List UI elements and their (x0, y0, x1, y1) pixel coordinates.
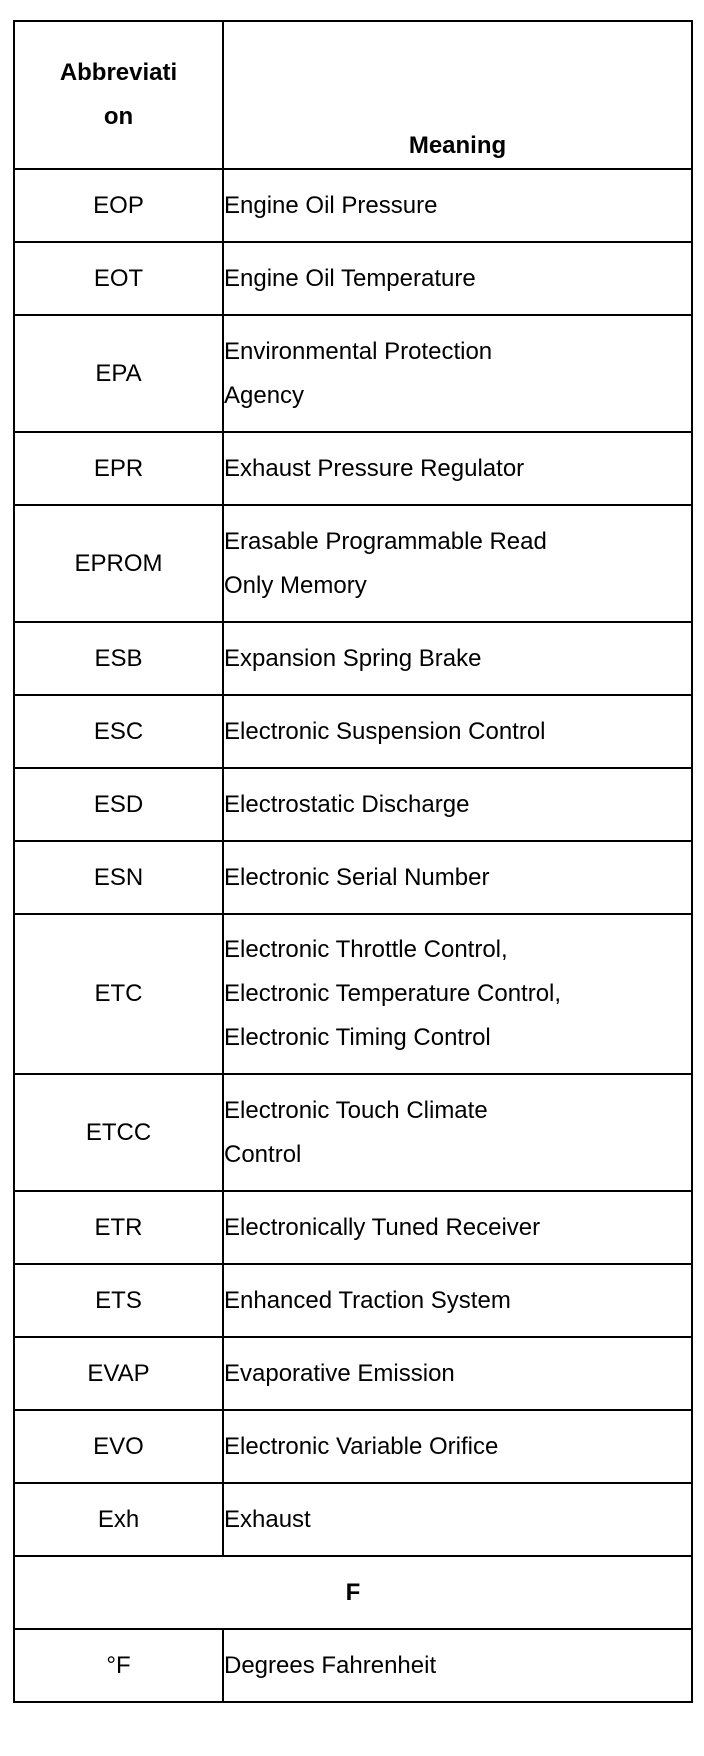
meaning-cell: Evaporative Emission (223, 1337, 692, 1410)
abbr-cell: ESB (14, 622, 223, 695)
section-header-f: F (14, 1556, 692, 1629)
abbr-cell: EPA (14, 315, 223, 432)
abbr-cell: EVAP (14, 1337, 223, 1410)
table-row (14, 1074, 692, 1191)
table-row (14, 169, 692, 242)
abbreviation-table (13, 20, 693, 1703)
table-row (14, 695, 692, 768)
meaning-cell: Erasable Programmable Read Only Memory (223, 505, 692, 622)
abbr-cell: ETR (14, 1191, 223, 1264)
meaning-cell: Electronic Suspension Control (223, 695, 692, 768)
meaning-cell: Degrees Fahrenheit (223, 1629, 692, 1702)
abbr-cell: ETC (14, 914, 223, 1074)
meaning-cell: Electronic Variable Orifice (223, 1410, 692, 1483)
meaning-cell: Electronic Serial Number (223, 841, 692, 914)
table-row (14, 1337, 692, 1410)
abbr-cell: EPROM (14, 505, 223, 622)
table-row (14, 1629, 692, 1702)
table-row (14, 1483, 692, 1556)
abbr-cell: EOP (14, 169, 223, 242)
table-row (14, 432, 692, 505)
abbr-cell: EVO (14, 1410, 223, 1483)
meaning-cell: Electronically Tuned Receiver (223, 1191, 692, 1264)
meaning-cell: Expansion Spring Brake (223, 622, 692, 695)
abbr-cell: ESN (14, 841, 223, 914)
table-header-row (14, 21, 692, 169)
abbr-cell: ETCC (14, 1074, 223, 1191)
abbr-cell: ESD (14, 768, 223, 841)
table-row (14, 242, 692, 315)
table-row (14, 1410, 692, 1483)
meaning-cell: Exhaust (223, 1483, 692, 1556)
meaning-cell: Enhanced Traction System (223, 1264, 692, 1337)
meaning-cell: Environmental Protection Agency (223, 315, 692, 432)
table-row (14, 505, 692, 622)
abbr-cell: ESC (14, 695, 223, 768)
table-row (14, 622, 692, 695)
table-row (14, 841, 692, 914)
header-abbreviation: Abbreviati on (14, 21, 223, 169)
table-row (14, 1264, 692, 1337)
header-meaning: Meaning (223, 21, 692, 169)
abbr-cell: Exh (14, 1483, 223, 1556)
table-row (14, 768, 692, 841)
table-row (14, 914, 692, 1074)
meaning-cell: Electronic Throttle Control, Electronic Temperature Control, Electronic Timing Control (223, 914, 692, 1074)
meaning-cell: Electrostatic Discharge (223, 768, 692, 841)
meaning-cell: Electronic Touch Climate Control (223, 1074, 692, 1191)
abbr-cell: ETS (14, 1264, 223, 1337)
meaning-cell: Engine Oil Temperature (223, 242, 692, 315)
table-row (14, 1191, 692, 1264)
abbr-cell: °F (14, 1629, 223, 1702)
abbr-cell: EOT (14, 242, 223, 315)
section-row-f (14, 1556, 692, 1629)
table-row (14, 315, 692, 432)
abbr-cell: EPR (14, 432, 223, 505)
meaning-cell: Exhaust Pressure Regulator (223, 432, 692, 505)
meaning-cell: Engine Oil Pressure (223, 169, 692, 242)
